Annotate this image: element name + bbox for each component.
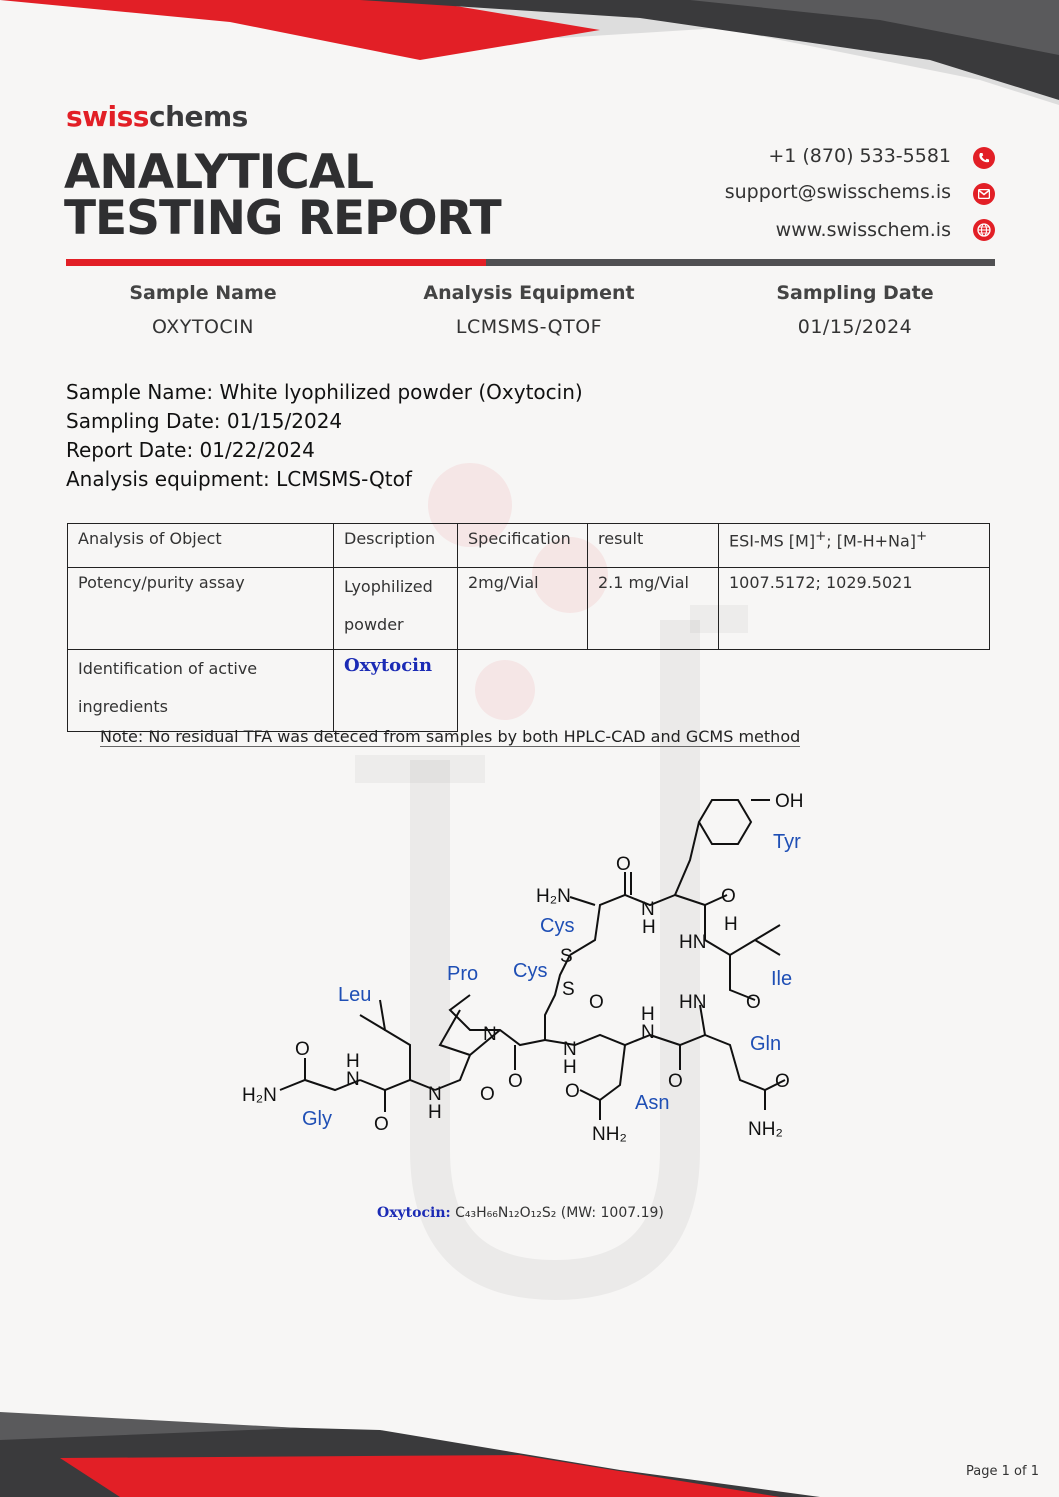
residue-label: Pro [447, 963, 479, 985]
brand-logo [66, 100, 248, 133]
atom-label: H [428, 1102, 442, 1123]
atom-label: O [746, 992, 761, 1013]
header-description: Description [334, 524, 458, 568]
atom-label: O [295, 1039, 310, 1060]
cell-object [68, 650, 334, 732]
residue-label: Leu [338, 984, 372, 1006]
table-header-row [68, 524, 990, 568]
object-line-2: ingredients [78, 697, 169, 716]
cell-object: Potency/purity assay [68, 568, 334, 650]
atom-label: O [565, 1081, 580, 1102]
cell-identification [334, 650, 458, 732]
atom-label: O [589, 992, 604, 1013]
cell-empty [458, 650, 990, 732]
atom-label: N [428, 1084, 442, 1105]
residue-label: Cys [540, 915, 575, 937]
meta-value: OXYTOCIN [151, 316, 254, 338]
meta-sampling-date [705, 282, 1005, 338]
atom-label: O [508, 1071, 523, 1092]
residue-label: Cys [513, 960, 548, 982]
info-sampling-date: Sampling Date: 01/15/2024 [66, 409, 343, 433]
atom-label: O [374, 1114, 389, 1135]
atom-label: H [724, 914, 738, 935]
atom-label: H [563, 1057, 577, 1078]
info-report-date: Report Date: 01/22/2024 [66, 438, 315, 462]
identified-compound: Oxytocin [344, 655, 433, 676]
esi-ms-sup-2: + [916, 529, 928, 544]
esi-ms-label: ESI-MS [M] [729, 531, 816, 551]
atom-label: H [641, 1004, 655, 1025]
atom-label: OH [775, 791, 804, 812]
atom-label: N [641, 1022, 655, 1043]
page-number: Page 1 of 1 [966, 1464, 1039, 1479]
info-equipment: Analysis equipment: LCMSMS-Qtof [66, 467, 412, 491]
atom-label: O [668, 1071, 683, 1092]
caption-formula: C₄₃H₆₆N₁₂O₁₂S₂ (MW: 1007.19) [455, 1205, 664, 1221]
title-line-1: ANALYTICAL [64, 145, 374, 200]
divider-gray [486, 259, 995, 266]
title-line-2: TESTING REPORT [64, 191, 501, 246]
atom-label: O [775, 1071, 790, 1092]
meta-value: LCMSMS-QTOF [455, 316, 603, 338]
atom-label: NH₂ [592, 1124, 627, 1145]
residue-label: Tyr [773, 831, 801, 853]
brand-part-2: chems [148, 100, 248, 133]
atom-label: H₂N [242, 1085, 277, 1106]
atom-label: O [480, 1084, 495, 1105]
atom-label: H [642, 917, 656, 938]
meta-label: Analysis Equipment [423, 282, 635, 304]
email-icon [973, 183, 995, 205]
desc-line-1: Lyophilized [344, 577, 433, 596]
note-text: Note: No residual TFA was deteced from samples by both HPLC-CAD and GCMS method [100, 727, 801, 746]
contact-website: www.swisschem.is [775, 219, 951, 241]
results-table [67, 523, 990, 732]
meta-label: Sampling Date [776, 282, 934, 304]
globe-icon [973, 219, 995, 241]
cell-result: 2.1 mg/Vial [588, 568, 719, 650]
meta-sample-name [53, 282, 353, 338]
atom-label: O [616, 854, 631, 875]
desc-line-2: powder [344, 615, 404, 634]
phone-icon [973, 147, 995, 169]
structure-caption [377, 1205, 664, 1221]
atom-label: HN [679, 932, 707, 953]
atom-label: H [346, 1051, 360, 1072]
header-analysis-object: Analysis of Object [68, 524, 334, 568]
header-specification: Specification [458, 524, 588, 568]
residue-label: Gln [750, 1033, 782, 1055]
atom-label: NH₂ [748, 1119, 783, 1140]
table-row [68, 568, 990, 650]
object-line-1: Identification of active [78, 659, 258, 678]
atom-label: N [346, 1069, 360, 1090]
residue-label: Asn [635, 1092, 670, 1114]
atom-label: HN [679, 992, 707, 1013]
report-title [64, 145, 501, 246]
caption-name: Oxytocin: [377, 1205, 451, 1221]
contact-phone: +1 (870) 533-5581 [768, 145, 951, 167]
atom-label: N [483, 1024, 497, 1045]
atom-label: N [563, 1039, 577, 1060]
esi-ms-label-2: ; [M-H+Na] [826, 531, 917, 551]
header-esi-ms [719, 524, 990, 568]
atom-label: S [560, 946, 573, 967]
atom-label: H₂N [536, 886, 571, 907]
atom-label: S [562, 979, 575, 1000]
esi-ms-sup-1: + [815, 529, 827, 544]
meta-analysis-equipment [379, 282, 679, 338]
info-sample-name: Sample Name: White lyophilized powder (Oxytocin) [66, 380, 583, 404]
cell-description [334, 568, 458, 650]
contact-email: support@swisschems.is [724, 181, 951, 203]
meta-label: Sample Name [129, 282, 277, 304]
atom-label: O [721, 886, 736, 907]
residue-label: Ile [771, 968, 793, 990]
oxytocin-structure [230, 780, 830, 1180]
cell-esi-ms: 1007.5172; 1029.5021 [719, 568, 990, 650]
divider-red [66, 259, 486, 266]
residue-label: Gly [302, 1108, 332, 1130]
cell-specification: 2mg/Vial [458, 568, 588, 650]
brand-part-1: swiss [66, 100, 149, 133]
table-row [68, 650, 990, 732]
meta-value: 01/15/2024 [797, 316, 913, 338]
atom-label: N [641, 899, 655, 920]
header-result: result [588, 524, 719, 568]
